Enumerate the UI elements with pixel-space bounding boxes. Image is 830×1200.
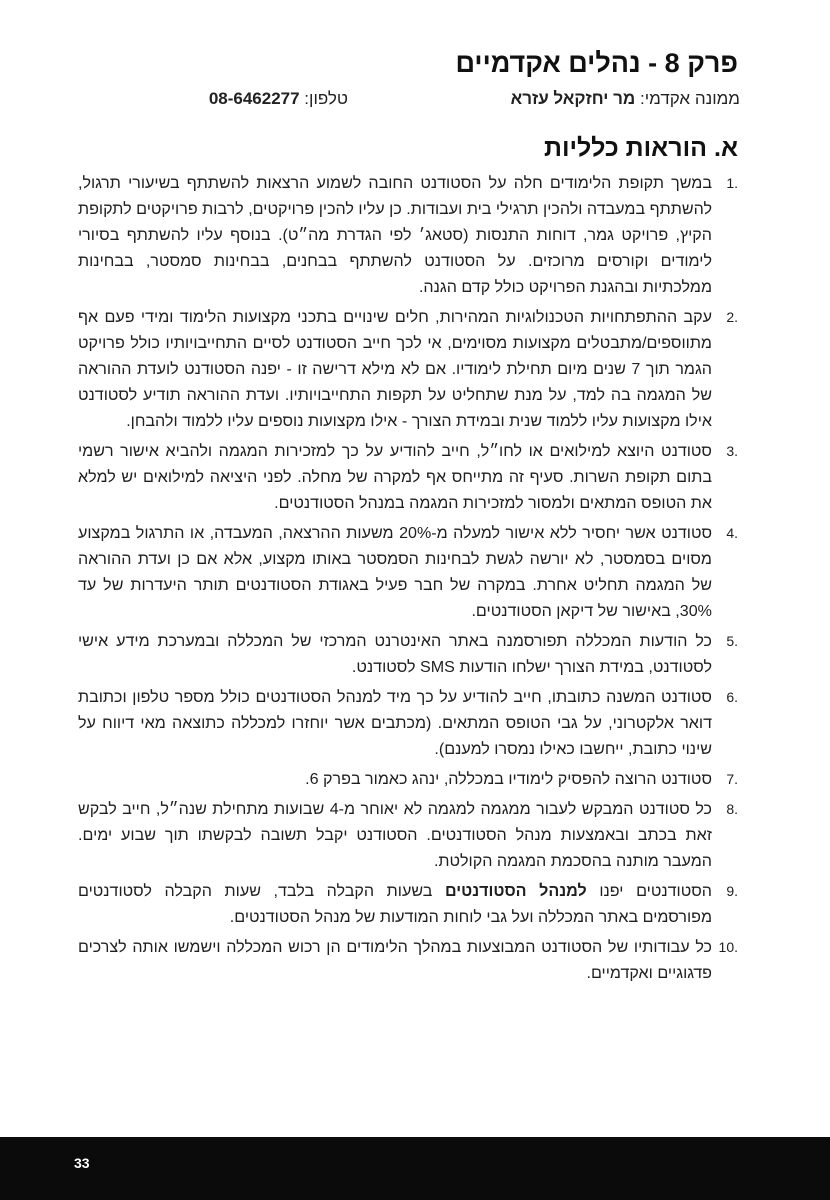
item-text: סטודנט אשר יחסיר ללא אישור למעלה מ-20% משעות ההרצאה, המעבדה, או התרגול במקצוע מסוים בסמסטר, לא יורשה לגשת לבחינות הסמסטר באותו מקצוע, אלא אם כן ועדת ההוראה של המגמה תחליט אחרת. במקרה של חבר פעיל באגודת הסטודנטים תותר היעדרות של עד 30%, באישור של דיקאן הסטודנטים. <box>78 524 712 620</box>
item-text: כל עבודותיו של הסטודנט המבוצעות במהלך הלימודים הן רכוש המכללה וישמשו אותה לצרכים פדגוגיים ואקדמיים. <box>78 938 712 982</box>
list-item <box>78 684 738 762</box>
item-text: סטודנט הרוצה להפסיק לימודיו במכללה, ינהג כאמור בפרק 6. <box>305 770 712 788</box>
coordinator-label: ממונה אקדמי: <box>635 89 740 108</box>
item-text: סטודנט היוצא למילואים או לחו״ל, חייב להודיע על כך למזכירות המגמה ולהביא אישור רשמי בתום תקופת השרות. סעיף זה מתייחס אף למקרה של מחלה. לפני היציאה למילואים יש למלא את הטופס המתאים ולמסור למזכירות המגמה במנהל הסטודנטים. <box>78 442 712 512</box>
phone-line <box>209 89 348 109</box>
chapter-title: פרק 8 - נהלים אקדמיים <box>455 48 738 78</box>
item-text: הסטודנטים יפנו <box>586 882 712 900</box>
item-text: במשך תקופת הלימודים חלה על הסטודנט החובה לשמוע הרצאות להשתתף בשיעורי תרגול, להשתתף במעבדה ולהכין תרגילי בית ועבודות. כן עליו להכין פרויקטים, לרבות פרויקטים לתקופת הקיץ, פרויקט גמר, דוחות התנסות (סטאג׳ לפי הגדרת מה״ט). בנוסף עליו להשתתף בסיורי לימודים וקורסים מרוכזים. על הסטודנט להשתתף בבחנים, בבחינות סמסטר, בבחינות ממלכתיות ובהגנת הפרויקט כולל קדם הגנה. <box>78 174 712 296</box>
list-item <box>78 878 738 930</box>
item-number: 8. <box>726 801 738 817</box>
student-administration-emphasis: למנהל הסטודנטים <box>445 882 587 900</box>
item-text: כל הודעות המכללה תפורסמנה באתר האינטרנט המרכזי של המכללה ובמערכת מידע אישי לסטודנט, במידת הצורך ישלחו הודעות SMS לסטודנט. <box>78 632 712 676</box>
item-number: 6. <box>726 689 738 705</box>
list-item <box>78 304 738 434</box>
page-number: 33 <box>74 1155 90 1171</box>
item-number: 1. <box>726 175 738 191</box>
item-text: כל סטודנט המבקש לעבור ממגמה למגמה לא יאוחר מ-4 שבועות מתחילת שנה״ל, חייב לבקש זאת בכתב ובאמצעות מנהל הסטודנטים. הסטודנט יקבל תשובה לבקשתו תוך שבוע ימים. המעבר מותנה בהסכמת המגמה הקולטת. <box>78 800 712 870</box>
list-item <box>78 766 738 792</box>
item-text: עקב ההתפתחויות הטכנולוגיות המהירות, חלים שינויים בתכני מקצועות הלימוד ומידי פעם אף מתווספים/מתבטלים מקצועות מסוימים, אי לכך חייב הסטודנט לסיים התחייבויותיו כולל פרויקט הגמר תוך 7 שנים מיום תחילת לימודיו. אם לא מילא דרישה זו - יפנה הסטודנט לועדת ההוראה של המגמה בה למד, על מנת שתחליט על תקפות התחייבויותיו. ועדת ההוראה תודיע לסטודנט אילו מקצועות עליו ללמוד שנית ובמידת הצורך - אילו מקצועות נוספים עליו ללמוד ולהבחן. <box>78 308 712 430</box>
section-heading: א. הוראות כלליות <box>544 134 738 162</box>
list-item <box>78 438 738 516</box>
item-text-continuation: בשעות הקבלה בלבד, שעות הקבלה לסטודנטים מפורסמים באתר המכללה ועל גבי לוחות המודעות של מנהל הסטודנטים. <box>78 882 712 926</box>
item-text: סטודנט המשנה כתובתו, חייב להודיע על כך מיד למנהל הסטודנטים כולל מספר טלפון וכתובת דואר אלקטרוני, על גבי הטופס המתאים. (מכתבים אשר יוחזרו למכללה כתוצאה מאי דיווח על שינוי כתובת, ייחשבו כאילו נמסרו למענם). <box>78 688 712 758</box>
general-instructions-list <box>78 170 738 990</box>
list-item <box>78 796 738 874</box>
list-item <box>78 170 738 300</box>
list-item <box>78 628 738 680</box>
phone-number: 08-6462277 <box>208 89 300 108</box>
item-number: 3. <box>726 443 738 459</box>
item-number: 7. <box>726 771 738 787</box>
phone-label: טלפון: <box>299 89 348 108</box>
item-number: 9. <box>726 883 738 899</box>
list-item <box>78 520 738 624</box>
item-number: 4. <box>726 525 738 541</box>
list-item <box>78 934 738 986</box>
item-number: 2. <box>726 309 738 325</box>
item-number: 10. <box>718 939 738 955</box>
academic-coordinator-line <box>511 89 740 109</box>
item-number: 5. <box>726 633 738 649</box>
coordinator-name: מר יחזקאל עזרא <box>510 89 636 108</box>
footer-bar <box>0 1137 830 1200</box>
